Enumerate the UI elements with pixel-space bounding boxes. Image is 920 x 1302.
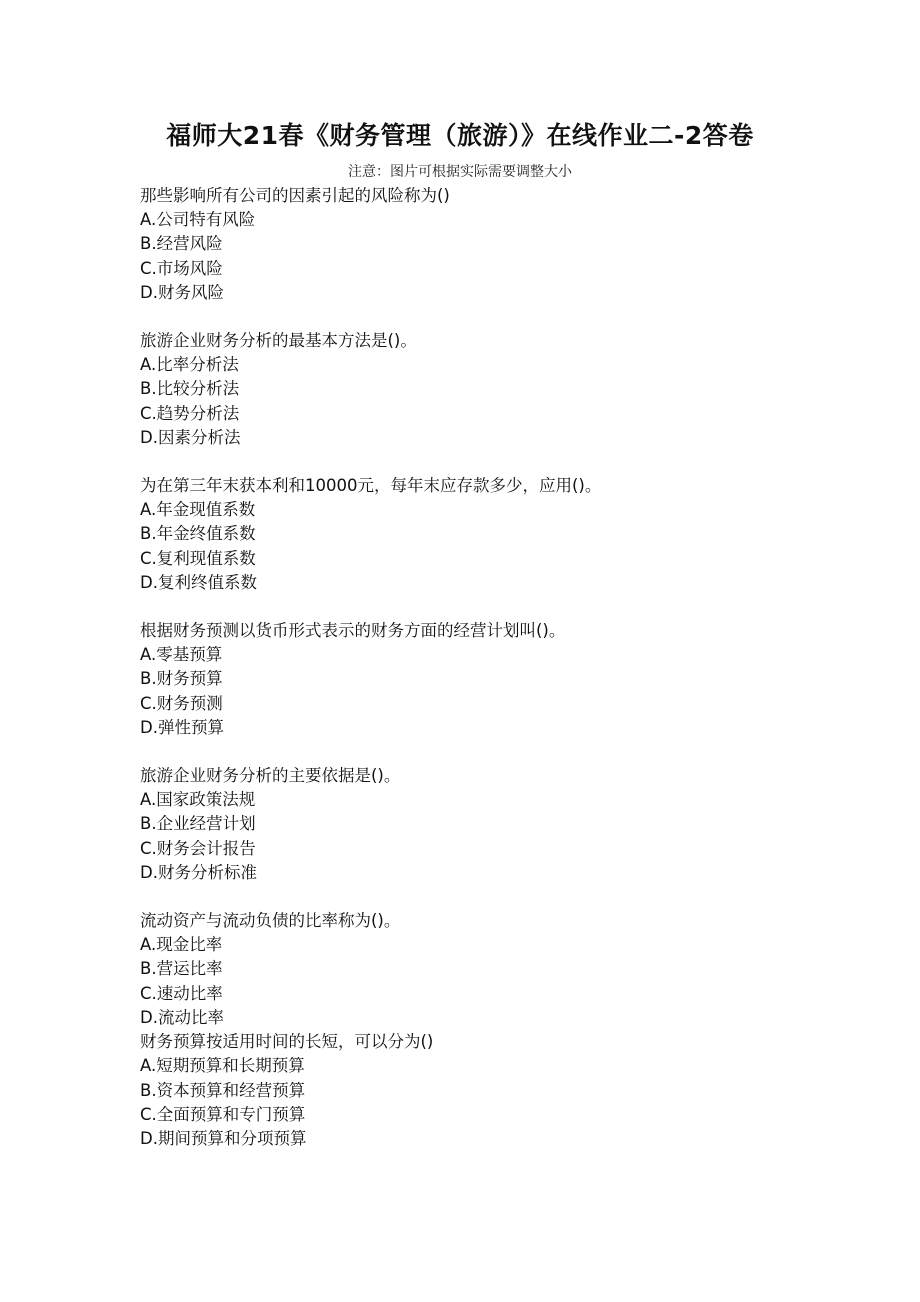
option-b: B.比较分析法 <box>140 379 240 399</box>
option-c: C.速动比率 <box>140 983 223 1003</box>
option-d: D.期间预算和分项预算 <box>140 1128 307 1148</box>
question-stem: 旅游企业财务分析的主要依据是()。 <box>140 766 401 786</box>
option-a: A.年金现值系数 <box>140 500 256 520</box>
question-7 <box>140 1030 840 1151</box>
option-c: C.财务预测 <box>140 693 223 713</box>
question-stem: 财务预算按适用时间的长短，可以分为() <box>140 1032 434 1052</box>
question-5 <box>140 764 840 885</box>
question-list <box>140 184 840 1151</box>
option-b: B.经营风险 <box>140 234 223 254</box>
option-c: C.趋势分析法 <box>140 403 240 423</box>
question-stem: 流动资产与流动负债的比率称为()。 <box>140 911 401 931</box>
option-c: C.复利现值系数 <box>140 548 256 568</box>
document-title: 福师大21春《财务管理（旅游）》在线作业二-2答卷 <box>166 121 754 150</box>
question-stem: 根据财务预测以货币形式表示的财务方面的经营计划叫()。 <box>140 621 566 641</box>
question-3 <box>140 474 840 595</box>
option-c: C.财务会计报告 <box>140 838 256 858</box>
option-d: D.财务风险 <box>140 282 224 302</box>
option-c: C.全面预算和专门预算 <box>140 1104 306 1124</box>
option-a: A.比率分析法 <box>140 355 239 375</box>
option-b: B.营运比率 <box>140 959 223 979</box>
question-stem: 旅游企业财务分析的最基本方法是()。 <box>140 331 417 351</box>
option-d: D.复利终值系数 <box>140 572 257 592</box>
option-a: A.短期预算和长期预算 <box>140 1056 305 1076</box>
document-note: 注意：图片可根据实际需要调整大小 <box>348 164 572 180</box>
question-stem: 那些影响所有公司的因素引起的风险称为() <box>140 186 450 205</box>
option-a: A.公司特有风险 <box>140 210 256 230</box>
option-b: B.财务预算 <box>140 669 223 689</box>
option-b: B.资本预算和经营预算 <box>140 1080 306 1100</box>
option-d: D.财务分析标准 <box>140 862 257 882</box>
question-6 <box>140 909 840 1030</box>
question-1 <box>140 184 840 305</box>
option-a: A.现金比率 <box>140 935 223 955</box>
question-stem: 为在第三年末获本利和10000元，每年末应存款多少，应用()。 <box>140 476 602 496</box>
option-d: D.因素分析法 <box>140 427 241 447</box>
option-c: C.市场风险 <box>140 258 223 278</box>
option-d: D.弹性预算 <box>140 717 224 737</box>
question-2 <box>140 329 840 450</box>
option-a: A.国家政策法规 <box>140 790 256 810</box>
option-d: D.流动比率 <box>140 1007 224 1027</box>
option-b: B.企业经营计划 <box>140 814 256 834</box>
option-b: B.年金终值系数 <box>140 524 256 544</box>
question-4 <box>140 619 840 740</box>
option-a: A.零基预算 <box>140 645 223 665</box>
